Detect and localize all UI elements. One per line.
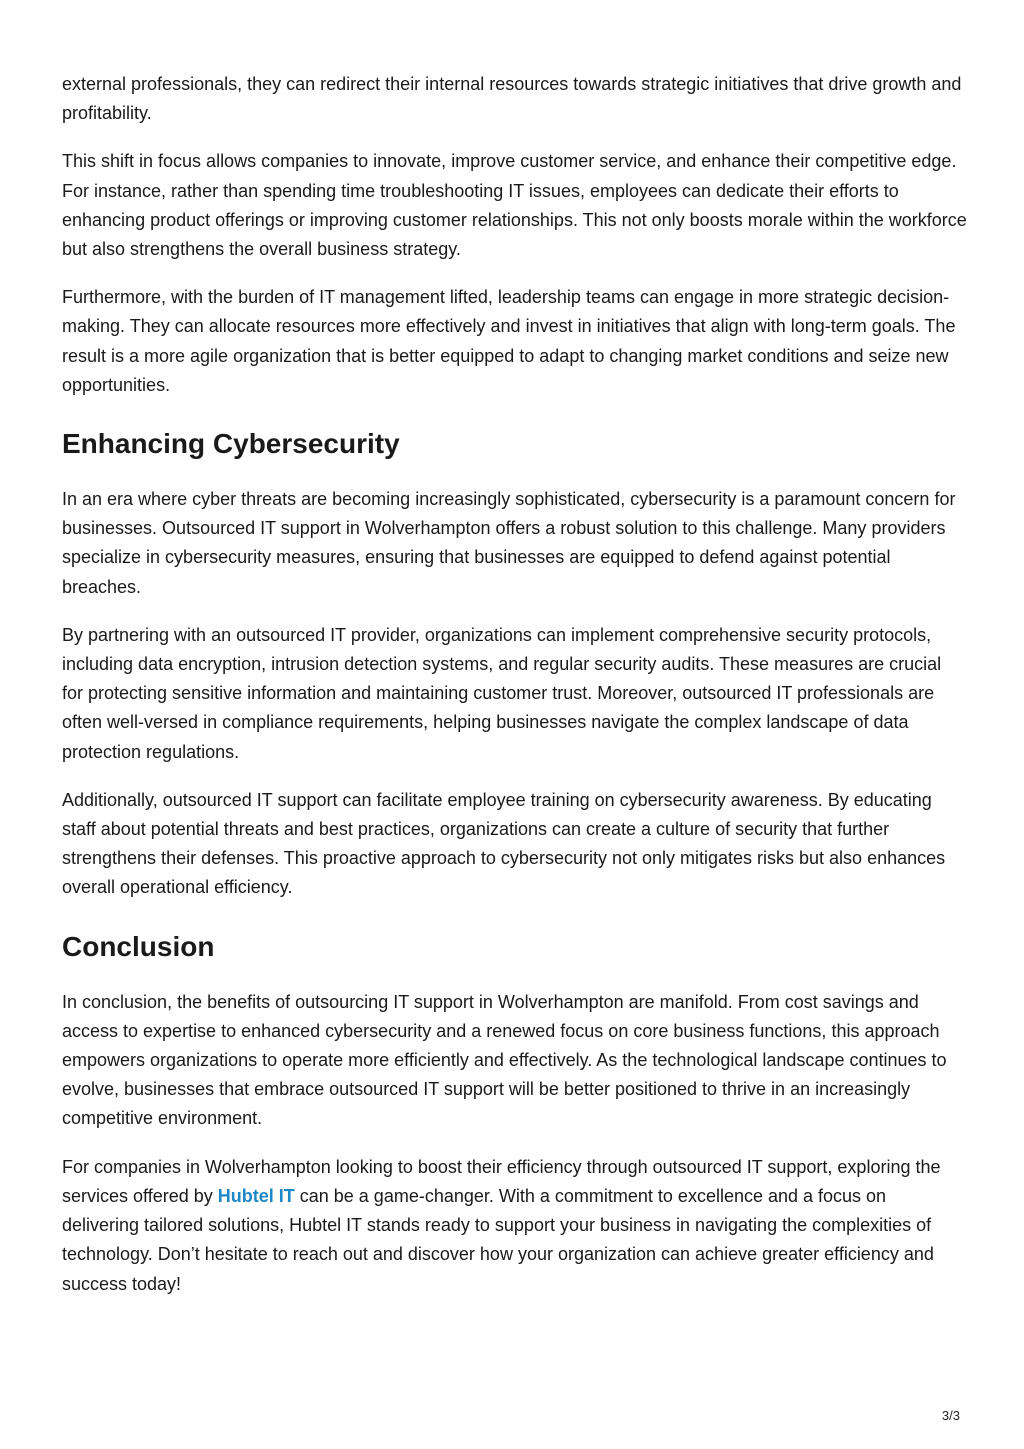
intro-paragraph-1: external professionals, they can redirect their internal resources towards strategic initiatives that drive growth and profitability. (62, 74, 962, 124)
intro-paragraph-2: This shift in focus allows companies to innovate, improve customer service, and enhance their competitive edge. For instance, rather than spending time troubleshooting IT issues, employees can dedicate their efforts to enhancing product offerings or improving customer relationships. This not only boosts morale within the workforce but also strengthens the overall business strategy. (62, 151, 967, 260)
cybersecurity-paragraph-1: In an era where cyber threats are becoming increasingly sophisticated, cybersecurity is a paramount concern for businesses. Outsourced IT support in Wolverhampton offers a robust solution to this challenge. Many providers specialize in cybersecurity measures, ensuring that businesses are equipped to defend against potential breaches. (62, 489, 956, 597)
cybersecurity-paragraph-3: Additionally, outsourced IT support can facilitate employee training on cybersecurity awareness. By educating staff about potential threats and best practices, organizations can create a culture of security that further strengthens their defenses. This proactive approach to cybersecurity not only mitigates risks but also enhances overall operational efficiency. (62, 789, 946, 898)
document-body (62, 70, 967, 1318)
conclusion-paragraph-2-start: For companies in Wolverhampton looking to boost their efficiency through outsourced IT support, exploring the services offered by (62, 1156, 941, 1206)
conclusion-paragraph-2 (62, 1153, 967, 1299)
intro-paragraph-3: Furthermore, with the burden of IT management lifted, leadership teams can engage in more strategic decision-making. They can allocate resources more effectively and invest in initiatives that align with long-term goals. The result is a more agile organization that is better equipped to adapt to changing market conditions and seize new opportunities. (62, 287, 956, 395)
page-number: 3/3 (941, 1408, 960, 1423)
hubtel-it-link[interactable]: Hubtel IT (217, 1185, 295, 1206)
conclusion-heading: Conclusion (62, 930, 215, 962)
conclusion-paragraph-1: In conclusion, the benefits of outsourcing IT support in Wolverhampton are manifold. From cost savings and access to expertise to enhanced cybersecurity and a renewed focus on core business functions, this approach empowers organizations to operate more efficiently and effectively. As the technological landscape continues to evolve, businesses that embrace outsourced IT support will be better positioned to thrive in an increasingly competitive environment. (62, 991, 947, 1129)
cybersecurity-heading: Enhancing Cybersecurity (62, 428, 400, 460)
cybersecurity-paragraph-2: By partnering with an outsourced IT provider, organizations can implement comprehensive security protocols, including data encryption, intrusion detection systems, and regular security audits. These measures are crucial for protecting sensitive information and maintaining customer trust. Moreover, outsourced IT professionals are often well-versed in compliance requirements, helping businesses navigate the complex landscape of data protection regulations. (62, 624, 942, 762)
conclusion-paragraph-2-end: can be a game-changer. With a commitment to excellence and a focus on delivering tailored solutions, Hubtel IT stands ready to support your business in navigating the complexities of technology. Don’t hesitate to reach out and discover how your organization can achieve greater efficiency and success today! (62, 1185, 934, 1294)
